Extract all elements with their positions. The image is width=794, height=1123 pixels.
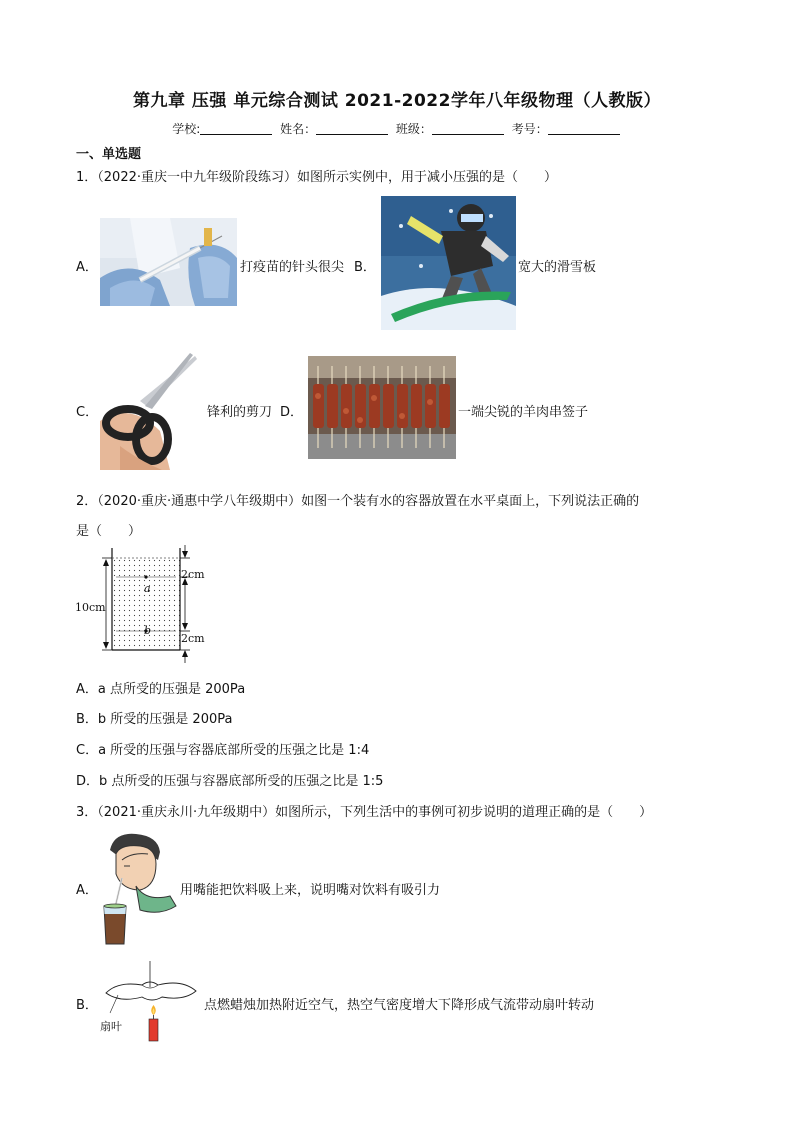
q1-option-c-text: 锋利的剪刀 xyxy=(207,405,273,420)
q1-option-b-text: 宽大的滑雪板 xyxy=(518,260,597,275)
exam-number-label: 考号： xyxy=(511,122,548,136)
q2-option-d: D．b 点所受的压强与容器底部所受的压强之比是 1:5 xyxy=(76,774,384,789)
q1-option-d-letter: D． xyxy=(280,405,304,420)
name-label: 姓名： xyxy=(280,122,317,136)
q2-option-a: A．a 点所受的压强是 200Pa xyxy=(76,682,246,697)
name-blank[interactable] xyxy=(316,122,388,135)
q1-option-b-letter: B． xyxy=(354,260,376,275)
top-2cm-label: 2cm xyxy=(181,568,205,581)
boy-drinking-straw-illustration xyxy=(100,830,178,946)
q1-option-a-text: 打疫苗的针头很尖 xyxy=(240,260,345,275)
section-heading: 一、单选题 xyxy=(76,147,142,162)
q3-option-a-letter: A． xyxy=(76,883,98,898)
student-info-line xyxy=(0,120,794,137)
q2-option-b: B．b 所受的压强是 200Pa xyxy=(76,712,233,727)
point-a-label: a xyxy=(144,582,151,595)
scissors-photo xyxy=(100,351,200,470)
lamb-skewers-photo xyxy=(308,356,456,459)
vaccine-needle-photo xyxy=(100,218,237,306)
q2-option-c: C．a 所受的压强与容器底部所受的压强之比是 1:4 xyxy=(76,743,370,758)
school-blank[interactable] xyxy=(200,122,272,135)
school-label: 学校: xyxy=(172,122,201,136)
q1-stem: 1．（2022·重庆一中九年级阶段练习）如图所示实例中，用于减小压强的是（ ） xyxy=(76,170,557,185)
q3-stem: 3．（2021·重庆永川·九年级期中）如图所示，下列生活中的事例可初步说明的道理正确的是（ ） xyxy=(76,805,653,820)
snowboarder-photo xyxy=(381,196,516,330)
q1-option-c-letter: C． xyxy=(76,405,99,420)
class-blank[interactable] xyxy=(432,122,504,135)
q1-option-a-letter: A． xyxy=(76,260,98,275)
page-title: 第九章 压强 单元综合测试 2021-2022学年八年级物理（人教版） xyxy=(133,91,661,111)
bottom-2cm-label: 2cm xyxy=(181,632,205,645)
q2-stem-line1: 2．（2020·重庆·通惠中学八年级期中）如图一个装有水的容器放置在水平桌面上，下列说法正确的 xyxy=(76,494,640,509)
q3-option-b-letter: B． xyxy=(76,998,98,1013)
q2-stem-line2: 是（ ） xyxy=(76,524,142,539)
fan-blade-label: 扇叶 xyxy=(100,1020,122,1033)
height-10cm-label: 10cm xyxy=(75,601,106,614)
class-label: 班级： xyxy=(395,122,432,136)
q3-option-a-text: 用嘴能把饮料吸上来，说明嘴对饮料有吸引力 xyxy=(180,883,441,898)
q3-option-b-text: 点燃蜡烛加热附近空气，热空气密度增大下降形成气流带动扇叶转动 xyxy=(204,998,595,1013)
q1-option-d-text: 一端尖锐的羊肉串签子 xyxy=(458,405,589,420)
exam-number-blank[interactable] xyxy=(548,122,620,135)
point-b-label: b xyxy=(144,624,152,637)
